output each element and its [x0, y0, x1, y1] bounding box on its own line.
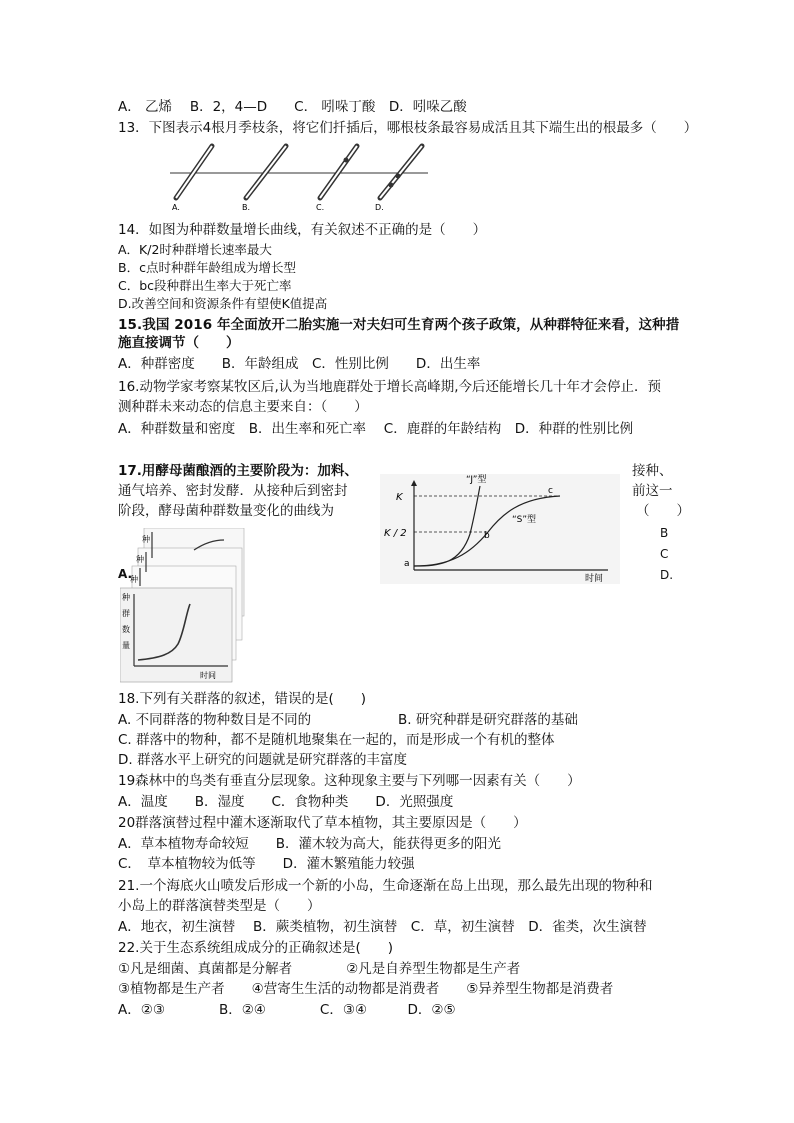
q14-option-b: B．c点时种群年龄组成为增长型 [118, 260, 296, 275]
graph-panel-a [120, 588, 232, 682]
q19-options: A．温度 B．湿度 C．食物种类 D．光照强度 [118, 794, 454, 810]
q14-option-a: A．K/2时种群增长速率最大 [118, 242, 272, 257]
q17-option-graphs [120, 528, 248, 683]
k-label: K [396, 492, 403, 503]
x-axis-label: 时间 [585, 574, 604, 584]
q21-stem-line1: 21.一个海底火山喷发后形成一个新的小岛，生命逐渐在岛上出现，那么最先出现的物种和 [118, 878, 653, 894]
point-a-label: a [404, 559, 410, 569]
q17-stem-line1a: 17.用酵母菌酿酒的主要阶段为：加料、 [118, 463, 358, 479]
cutting-label-c: C. [316, 203, 325, 212]
cutting-label-d: D. [375, 203, 384, 212]
q18-option-c: C. 群落中的物种，都不是随机地聚集在一起的，而是形成一个有机的整体 [118, 732, 555, 748]
q13-cuttings-figure [160, 140, 440, 215]
q22-statements-1: ①凡是细菌、真菌都是分解者 ②凡是自养型生物都是生产者 [118, 961, 521, 977]
q21-stem-line2: 小岛上的群落演替类型是（ ） [118, 898, 321, 914]
q20-options-cd: C． 草本植物较为低等 D．灌木繁殖能力较强 [118, 856, 415, 872]
q12-options: A． 乙烯 B．2，4—D C． 吲哚丁酸 D．吲哚乙酸 [118, 99, 467, 115]
q22-options: A．②③ B．②④ C．③④ D．②⑤ [118, 1002, 456, 1018]
graph-a-ylabel-1: 种 [122, 593, 130, 602]
graph-a-ylabel-2: 群 [122, 609, 130, 618]
graph-a-ylabel-3: 数 [122, 625, 130, 634]
q17-label-c: C [660, 547, 669, 561]
q15-stem-line2: 施直接调节（ ） [118, 335, 240, 351]
q15-options: A．种群密度 B．年龄组成 C．性别比例 D．出生率 [118, 356, 481, 372]
graph-a-xlabel: 时间 [200, 671, 216, 680]
q17-label-d: D. [660, 568, 674, 582]
q17-answer-blank: （ ） [636, 503, 690, 519]
q16-stem-line1: 16.动物学家考察某牧区后,认为当地鹿群处于增长高峰期,今后还能增长几十年才会停止．预 [118, 379, 662, 395]
q17-stem-line1b: 接种、 [632, 463, 673, 479]
q17-label-b: B [660, 526, 669, 540]
q15-stem-line1: 15.我国 2016 年全面放开二胎实施一对夫妇可生育两个孩子政策，从种群特征来看，这种措 [118, 317, 680, 333]
s-curve-label: “S”型 [512, 515, 537, 525]
q17-stem-line2a: 通气培养、密封发酵．从接种后到密封 [118, 483, 348, 499]
q14-option-d: D.改善空间和资源条件有望使K值提高 [118, 296, 328, 311]
graph-b-ylabel: 种 [142, 535, 150, 544]
q14-stem: 14．如图为种群数量增长曲线，有关叙述不正确的是（ ） [118, 222, 487, 238]
j-curve-label: “J”型 [466, 475, 487, 485]
graph-a-ylabel-4: 量 [122, 641, 130, 650]
q22-stem: 22.关于生态系统组成成分的正确叙述是( ) [118, 940, 394, 956]
q17-label-a: A. [118, 567, 133, 581]
graph-c-ylabel: 种 [136, 555, 144, 564]
q20-stem: 20群落演替过程中灌木逐渐取代了草本植物，其主要原因是（ ） [118, 815, 527, 831]
k2-label: K / 2 [384, 528, 407, 539]
q18-option-a: A. 不同群落的物种数目是不同的 [118, 712, 312, 728]
q18-stem: 18.下列有关群落的叙述，错误的是( ) [118, 691, 367, 707]
q21-options: A．地衣，初生演替 B．蕨类植物，初生演替 C．草，初生演替 D．雀类，次生演替 [118, 919, 647, 935]
q20-options-ab: A．草本植物寿命较短 B．灌木较为高大，能获得更多的阳光 [118, 836, 501, 852]
q13-stem: 13．下图表示4根月季枝条，将它们扦插后，哪根枝条最容易成活且其下端生出的根最多（ ） [118, 120, 698, 136]
q22-statements-2: ③植物都是生产者 ④营寄生生活的动物都是消费者 ⑤异养型生物都是消费者 [118, 981, 614, 997]
q16-stem-line2: 测种群未来动态的信息主要来自：（ ） [118, 399, 368, 415]
graph-d-ylabel: 种 [130, 575, 138, 584]
q14-option-c: C．bc段种群出生率大于死亡率 [118, 278, 292, 293]
point-c-label: c [548, 486, 553, 496]
point-b-label: b [484, 531, 490, 541]
population-growth-chart [380, 474, 620, 584]
cutting-label-b: B. [242, 203, 251, 212]
q17-stem-line3a: 阶段，酵母菌种群数量变化的曲线为 [118, 503, 334, 519]
q17-stem-line2b: 前这一 [632, 483, 673, 499]
q19-stem: 19森林中的鸟类有垂直分层现象。这种现象主要与下列哪一因素有关（ ） [118, 773, 581, 789]
q18-option-d: D. 群落水平上研究的问题就是研究群落的丰富度 [118, 752, 407, 768]
q18-option-b: B. 研究种群是研究群落的基础 [398, 712, 578, 728]
q16-options: A．种群数量和密度 B．出生率和死亡率 C．鹿群的年龄结构 D．种群的性别比例 [118, 421, 634, 437]
cutting-label-a: A. [172, 203, 180, 212]
